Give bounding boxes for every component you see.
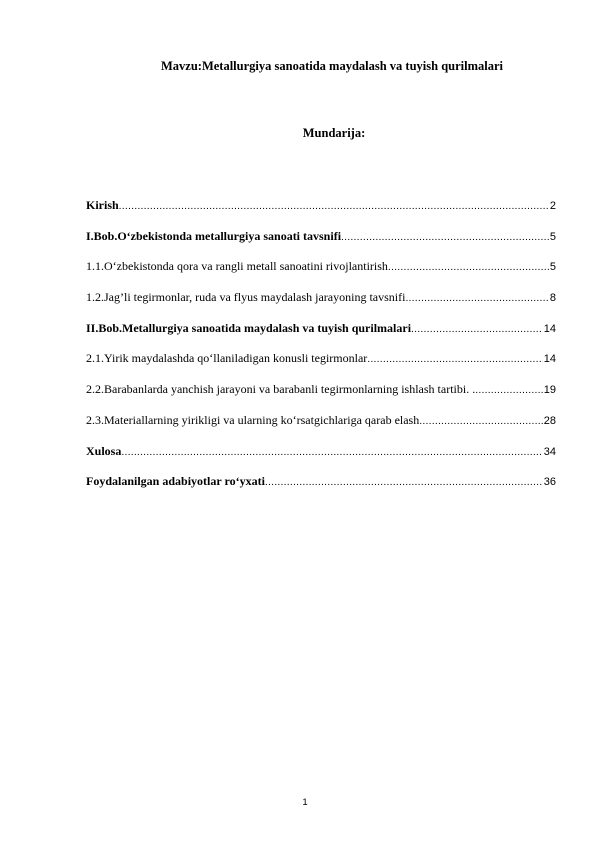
- toc-entry[interactable]: [86, 229, 556, 260]
- toc-entry[interactable]: [86, 382, 556, 413]
- toc-dot-leader: [405, 292, 548, 304]
- toc-entry-title: Kirish: [86, 198, 119, 212]
- toc-entry[interactable]: [86, 413, 556, 444]
- toc-entry[interactable]: [86, 198, 556, 229]
- toc-entry-page: 2: [549, 200, 556, 212]
- toc-entry-page: 5: [549, 261, 556, 274]
- toc-entry-title: Foydalanilgan adabiyotlar ro‘yxati: [86, 474, 265, 489]
- toc-entry[interactable]: [86, 444, 556, 475]
- toc-entry-title: II.Bob.Metallurgiya sanoatida maydalash va tuyish qurilmalari: [86, 320, 412, 335]
- toc-entry-title: 1.2.Jag’li tegirmonlar, ruda va flyus maydalash jarayoning tavsnifi: [86, 290, 406, 305]
- toc-dot-leader: [119, 200, 549, 212]
- toc-entry[interactable]: [86, 290, 556, 321]
- toc-dot-leader: [388, 261, 549, 273]
- document-title: Mavzu:Metallurgiya sanoatida maydalash va tuyish qurilmalari: [160, 59, 504, 73]
- toc-entry-page: 14: [543, 353, 556, 366]
- page-number: 1: [302, 797, 308, 808]
- toc-dot-leader: [411, 323, 543, 335]
- toc-entry-page: 34: [543, 445, 556, 458]
- toc-entry[interactable]: [86, 474, 556, 505]
- toc-entry-title: 2.3.Materiallarning yirikligi va ularning ko‘rsatgichlariga qarab elash: [86, 412, 420, 427]
- toc-entry-title: 1.1.O‘zbekistonda qora va rangli metall sanoatini rivojlantirish: [86, 259, 388, 274]
- toc-entry-title: I.Bob.O‘zbekistonda metallurgiya sanoati tavsnifi: [86, 228, 342, 243]
- toc-dot-leader: [341, 231, 549, 243]
- table-of-contents: [86, 198, 556, 505]
- toc-entry-page: 19: [543, 384, 556, 397]
- toc-dot-leader: [419, 415, 543, 427]
- toc-entry[interactable]: [86, 259, 556, 290]
- toc-entry-page: 5: [549, 230, 556, 243]
- toc-entry-page: 14: [543, 322, 556, 335]
- toc-entry-title: 2.1.Yirik maydalashda qo‘llaniladigan konusli tegirmonlar: [86, 351, 368, 366]
- toc-dot-leader: [475, 384, 543, 396]
- toc-entry-page: 28: [543, 414, 556, 427]
- toc-heading: Mundarija:: [302, 126, 366, 140]
- toc-dot-leader: [367, 353, 542, 365]
- toc-entry-page: 36: [543, 476, 556, 489]
- toc-entry-page: 8: [549, 292, 556, 305]
- toc-entry[interactable]: [86, 351, 556, 382]
- toc-entry-title: 2.2.Barabanlarda yanchish jarayoni va barabanli tegirmonlarning ishlash tartibi. .: [86, 382, 476, 397]
- toc-entry[interactable]: [86, 321, 556, 352]
- toc-entry-title: Xulosa: [86, 443, 122, 458]
- toc-dot-leader: [265, 476, 543, 488]
- toc-dot-leader: [121, 446, 542, 458]
